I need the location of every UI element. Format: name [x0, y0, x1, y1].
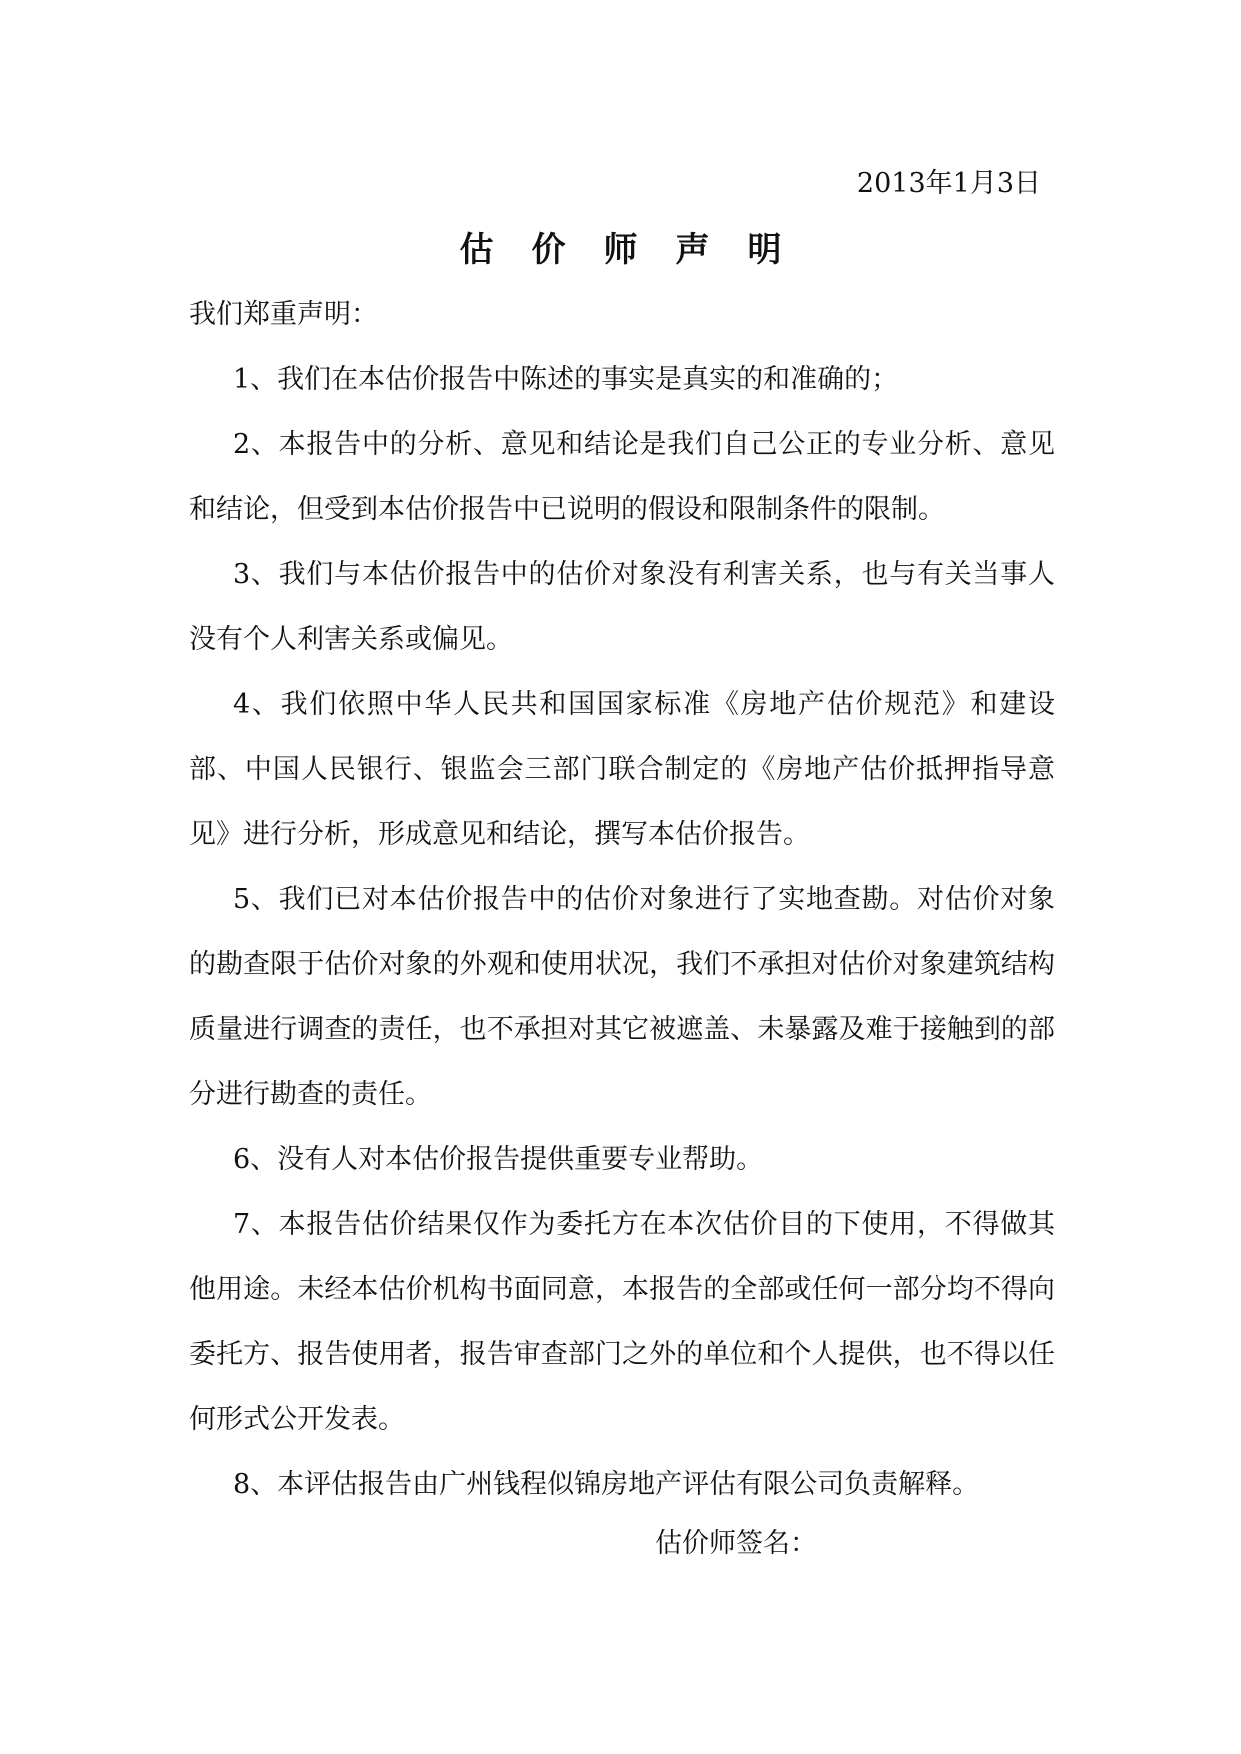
statement-item-5: 5、我们已对本估价报告中的估价对象进行了实地查勘。对估价对象的勘查限于估价对象的外观和使用状况，我们不承担对估价对象建筑结构质量进行调查的责任，也不承担对其它被遮盖、未暴露及难于接触到的部分进行勘查的责任。 — [189, 884, 1055, 1110]
intro-paragraph: 我们郑重声明： — [189, 299, 378, 330]
statement-item-6: 6、没有人对本估价报告提供重要专业帮助。 — [233, 1144, 764, 1175]
statement-item-2: 2、本报告中的分析、意见和结论是我们自己公正的专业分析、意见和结论，但受到本估价报告中已说明的假设和限制条件的限制。 — [189, 429, 1055, 525]
statement-item-1: 1、我们在本估价报告中陈述的事实是真实的和准确的； — [233, 364, 899, 395]
document-date: 2013年1月3日 — [856, 168, 1041, 199]
statement-body — [189, 282, 1055, 1517]
statement-item-7: 7、本报告估价结果仅作为委托方在本次估价目的下使用，不得做其他用途。未经本估价机构书面同意，本报告的全部或任何一部分均不得向委托方、报告使用者，报告审查部门之外的单位和个人提供，也不得以任何形式公开发表。 — [189, 1209, 1055, 1435]
signature-label: 估价师签名： — [655, 1528, 817, 1559]
statement-item-4: 4、我们依照中华人民共和国国家标准《房地产估价规范》和建设部、中国人民银行、银监会三部门联合制定的《房地产估价抵押指导意见》进行分析，形成意见和结论，撰写本估价报告。 — [189, 689, 1055, 850]
statement-item-8: 8、本评估报告由广州钱程似锦房地产评估有限公司负责解释。 — [233, 1469, 980, 1500]
statement-item-3: 3、我们与本估价报告中的估价对象没有利害关系，也与有关当事人没有个人利害关系或偏见。 — [189, 559, 1055, 655]
page-title: 估价师声明 — [459, 230, 820, 270]
